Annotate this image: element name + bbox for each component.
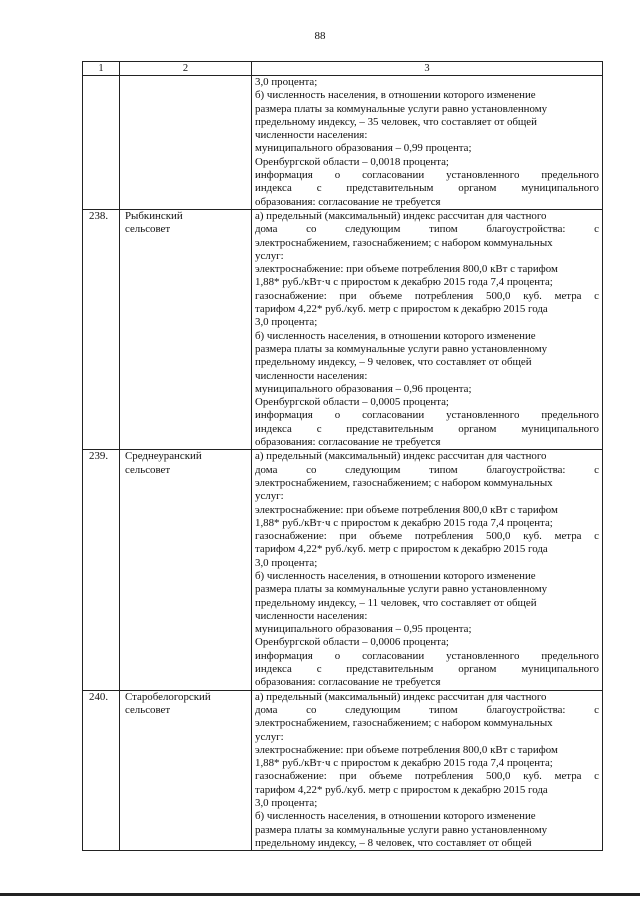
description-line: предельному индексу, – 9 человек, что составляет от общей [255, 356, 532, 369]
description-line: электроснабжение: при объеме потребления 800,0 кВт с тарифом [255, 743, 558, 756]
description-line: б) численность населения, в отношении которого изменение [255, 810, 536, 823]
description-line: б) численность населения, в отношении которого изменение [255, 569, 536, 582]
description-line: предельному индексу, – 8 человек, что составляет от общей [255, 836, 532, 849]
header-col-3: 3 [252, 62, 603, 76]
description-line: Оренбургской области – 0,0018 процента; [255, 155, 449, 168]
municipality-name-line: Старобелогорский [125, 690, 211, 703]
description-line: индекса с представительным органом муниципального [255, 663, 599, 676]
row-number [83, 76, 120, 210]
table-header-row [83, 62, 603, 76]
description-line: электроснабжением, газоснабжением; с набором коммунальных [255, 717, 553, 730]
description-line: размера платы за коммунальные услуги равно установленному [255, 102, 548, 115]
description-line: 3,0 процента; [255, 316, 318, 329]
description-line: индекса с представительным органом муниципального [255, 422, 599, 435]
table-row [83, 690, 603, 851]
description-line: размера платы за коммунальные услуги равно установленному [255, 342, 548, 355]
row-number: 239. [83, 450, 120, 690]
description-line: 1,88* руб./кВт·ч с приростом к декабрю 2015 года 7,4 процента; [255, 516, 553, 529]
description-line: а) предельный (максимальный) индекс рассчитан для частного [255, 450, 547, 463]
description-line: тарифом 4,22* руб./куб. метр с приростом к декабрю 2015 года [255, 303, 548, 316]
description-line: информация о согласовании установленного предельного [255, 169, 599, 182]
row-number: 238. [83, 209, 120, 449]
description-line: образования: согласование не требуется [255, 676, 441, 689]
description-line: дома со следующим типом благоустройства: с [255, 463, 599, 476]
description-line: газоснабжение: при объеме потребления 500,0 куб. метра с [255, 530, 599, 543]
index-description [252, 209, 603, 449]
description-line: дома со следующим типом благоустройства: с [255, 703, 599, 716]
municipality-name [120, 76, 252, 210]
description-line: электроснабжение: при объеме потребления 800,0 кВт с тарифом [255, 503, 558, 516]
municipality-name [120, 209, 252, 449]
description-line: численности населения: [255, 369, 368, 382]
municipality-name-line: Рыбкинский [125, 209, 183, 222]
description-line: муниципального образования – 0,96 процента; [255, 382, 472, 395]
description-line: тарифом 4,22* руб./куб. метр с приростом к декабрю 2015 года [255, 543, 548, 556]
description-line: информация о согласовании установленного предельного [255, 409, 599, 422]
description-line: информация о согласовании установленного предельного [255, 649, 599, 662]
description-line: муниципального образования – 0,95 процента; [255, 623, 472, 636]
description-line: предельному индексу, – 35 человек, что составляет от общей [255, 115, 537, 128]
index-description [252, 450, 603, 690]
municipality-name-line: Среднеуранский [125, 450, 202, 463]
description-line: электроснабжением, газоснабжением; с набором коммунальных [255, 236, 553, 249]
description-line: услуг: [255, 249, 284, 262]
description-line: услуг: [255, 490, 284, 503]
description-line: а) предельный (максимальный) индекс рассчитан для частного [255, 690, 547, 703]
description-line: размера платы за коммунальные услуги равно установленному [255, 583, 548, 596]
table-row [83, 209, 603, 449]
municipal-index-table [82, 61, 603, 851]
municipality-name-line: сельсовет [125, 463, 171, 476]
description-line: газоснабжение: при объеме потребления 500,0 куб. метра с [255, 289, 599, 302]
description-line: Оренбургской области – 0,0006 процента; [255, 636, 449, 649]
description-line: индекса с представительным органом муниципального [255, 182, 599, 195]
description-line: 3,0 процента; [255, 76, 318, 88]
description-line: 1,88* руб./кВт·ч с приростом к декабрю 2015 года 7,4 процента; [255, 276, 553, 289]
description-line: муниципального образования – 0,99 процента; [255, 142, 472, 155]
description-line: 3,0 процента; [255, 556, 318, 569]
header-col-1: 1 [83, 62, 120, 76]
index-description [252, 690, 603, 851]
description-line: 1,88* руб./кВт·ч с приростом к декабрю 2015 года 7,4 процента; [255, 757, 553, 770]
description-line: электроснабжением, газоснабжением; с набором коммунальных [255, 476, 553, 489]
description-line: газоснабжение: при объеме потребления 500,0 куб. метра с [255, 770, 599, 783]
index-description [252, 76, 603, 210]
description-line: услуг: [255, 730, 284, 743]
description-line: а) предельный (максимальный) индекс рассчитан для частного [255, 209, 547, 222]
description-line: 3,0 процента; [255, 797, 318, 810]
municipality-name [120, 450, 252, 690]
description-line: электроснабжение: при объеме потребления 800,0 кВт с тарифом [255, 263, 558, 276]
municipality-name-line: сельсовет [125, 223, 171, 236]
table-row [83, 76, 603, 210]
table-row [83, 450, 603, 690]
description-line: б) численность населения, в отношении которого изменение [255, 89, 536, 102]
description-line: размера платы за коммунальные услуги равно установленному [255, 823, 548, 836]
description-line: образования: согласование не требуется [255, 195, 441, 208]
description-line: дома со следующим типом благоустройства: с [255, 223, 599, 236]
municipality-name [120, 690, 252, 851]
description-line: численности населения: [255, 129, 368, 142]
municipality-name-line: сельсовет [125, 703, 171, 716]
description-line: численности населения: [255, 609, 368, 622]
description-line: предельному индексу, – 11 человек, что составляет от общей [255, 596, 537, 609]
row-number: 240. [83, 690, 120, 851]
description-line: образования: согласование не требуется [255, 436, 441, 449]
scan-bottom-edge [0, 893, 640, 896]
description-line: б) численность населения, в отношении которого изменение [255, 329, 536, 342]
header-col-2: 2 [120, 62, 252, 76]
description-line: Оренбургской области – 0,0005 процента; [255, 396, 449, 409]
page-number: 88 [314, 30, 326, 42]
description-line: тарифом 4,22* руб./куб. метр с приростом к декабрю 2015 года [255, 783, 548, 796]
